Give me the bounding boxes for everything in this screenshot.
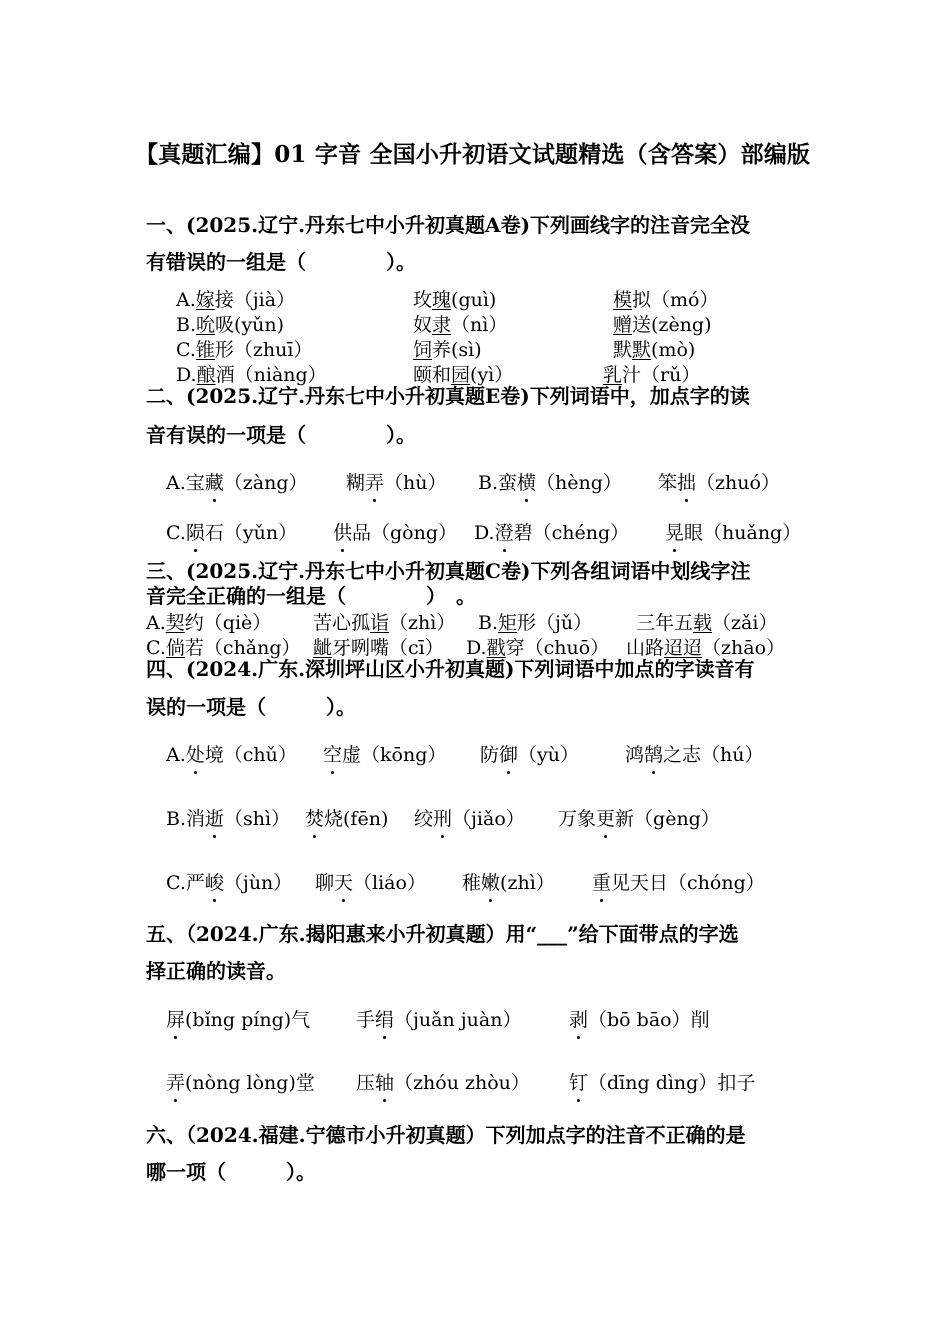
q3-option-a-word2: 苦心孤诣（zhì） — [313, 612, 456, 634]
q1-option-a-word1: A.嫁接（jià） — [176, 289, 296, 311]
underlined-char: 赠 — [613, 314, 633, 336]
underlined-char: 模 — [613, 289, 633, 311]
question-5-stem-line1: 五、（2024.广东.揭阳惠来小升初真题）用“___”给下面带点的字选 — [146, 922, 739, 946]
q2-option-c-word2: 供品（gòng） — [333, 518, 457, 545]
underlined-char: 龇 — [313, 637, 333, 659]
q3-option-b-word1: B.矩形（jǔ） — [478, 612, 593, 634]
q1-option-d-word2: 颐和园(yì） — [413, 364, 514, 386]
q2-option-a-word2: 糊弄（hù） — [346, 468, 447, 495]
dotted-char: 峻 — [205, 868, 224, 895]
dotted-char: 嫩 — [481, 868, 500, 895]
dotted-char: 晃 — [665, 518, 684, 545]
question-1-stem-line1: 一、(2025.辽宁.丹东七中小升初真题A卷)下列画线字的注音完全没 — [146, 213, 751, 237]
underlined-char: 园 — [451, 364, 471, 386]
q4-option-c-word2: 聊天（liáo） — [315, 868, 426, 895]
q5-row2-word2: 压轴（zhóu zhòu） — [356, 1068, 530, 1095]
underlined-char: 瑰 — [432, 289, 452, 311]
q5-row2-word1: 弄(nòng lòng)堂 — [166, 1068, 315, 1095]
underlined-char: 诣 — [370, 612, 390, 634]
q4-option-b-word4: 万象更新（gèng） — [558, 804, 720, 831]
dotted-char: 焚 — [305, 804, 324, 831]
q1-option-a-word3: 模拟（mó） — [613, 289, 719, 311]
dotted-char: 处 — [186, 740, 205, 767]
q4-option-b-word3: 绞刑（jiǎo） — [414, 804, 525, 831]
dotted-char: 供 — [333, 518, 352, 545]
dotted-char: 御 — [499, 740, 518, 767]
underlined-char: 默 — [632, 339, 652, 361]
q3-option-c-word2: 龇牙咧嘴（cī） — [313, 637, 444, 659]
dotted-char: 钉 — [569, 1068, 588, 1095]
underlined-char: 饲 — [413, 339, 433, 361]
question-6-stem-line2: 哪一项（ ）。 — [146, 1160, 316, 1184]
underlined-char: 矩 — [498, 612, 518, 634]
dotted-char: 天 — [334, 868, 353, 895]
q1-option-b-word2: 奴隶（nì） — [413, 314, 508, 336]
q1-option-b-word1: B.吮吸(yǔn) — [176, 314, 285, 336]
dotted-char: 澄 — [495, 518, 514, 545]
dotted-char: 刑 — [433, 804, 452, 831]
q4-option-c-word4: 重见天日（chóng） — [592, 868, 765, 895]
q4-option-a-word2: 空虚（kōng） — [323, 740, 446, 767]
dotted-char: 屏 — [166, 1005, 185, 1032]
q1-option-a-word2: 玫瑰(guì) — [413, 289, 497, 311]
underlined-char: 契 — [165, 612, 185, 634]
dotted-char: 横 — [517, 468, 536, 495]
dotted-char: 轴 — [375, 1068, 394, 1095]
q5-row1-word2: 手绢（juǎn juàn） — [356, 1005, 521, 1032]
q4-option-c-word3: 稚嫩(zhì） — [462, 868, 555, 895]
underlined-char: 载 — [693, 612, 713, 634]
q4-option-a-word1: A.处境（chǔ） — [166, 740, 297, 767]
page-title: 【真题汇编】01 字音 全国小升初语文试题精选（含答案）部编版 — [135, 141, 811, 168]
q3-option-b-word2: 三年五载（zǎi） — [636, 612, 778, 634]
question-5-stem-line2: 择正确的读音。 — [146, 959, 286, 983]
q1-option-d-word1: D.酿酒（niàng） — [176, 364, 327, 386]
dotted-char: 重 — [592, 868, 611, 895]
question-3-stem-line2: 音完全正确的一组是（ ） 。 — [146, 584, 476, 608]
q1-option-d-word3: 乳汁（rǔ） — [603, 364, 701, 386]
q2-option-a-word1: A.宝藏（zàng） — [166, 468, 308, 495]
dotted-char: 弄 — [365, 468, 384, 495]
q3-option-d-word1: D.戳穿（chuō） — [466, 637, 610, 659]
q1-option-c-word1: C.锥形（zhuī） — [176, 339, 313, 361]
q1-option-c-word3: 默默(mò) — [613, 339, 696, 361]
q1-option-c-word2: 饲养(sì) — [413, 339, 482, 361]
dotted-char: 弄 — [166, 1068, 185, 1095]
q3-option-d-word2: 山路迢迢（zhāo） — [626, 637, 786, 659]
q4-option-c-word1: C.严峻（jùn） — [166, 868, 292, 895]
question-3-stem-line1: 三、(2025.辽宁.丹东七中小升初真题C卷)下列各组词语中划线字注 — [146, 559, 751, 583]
question-6-stem-line1: 六、（2024.福建.宁德市小升初真题）下列加点字的注音不正确的是 — [146, 1123, 746, 1147]
underlined-char: 乳 — [603, 364, 623, 386]
q4-option-a-word4: 鸿鹄之志（hú） — [625, 740, 764, 767]
question-4-stem-line1: 四、(2024.广东.深圳坪山区小升初真题)下列词语中加点的字读音有 — [146, 657, 755, 681]
underlined-char: 嫁 — [195, 289, 215, 311]
question-2-stem-line1: 二、(2025.辽宁.丹东七中小升初真题E卷)下列词语中，加点字的读 — [146, 384, 750, 408]
dotted-char: 逝 — [205, 804, 224, 831]
dotted-char: 更 — [596, 804, 615, 831]
q5-row1-word1: 屏(bǐng píng)气 — [166, 1005, 310, 1032]
dotted-char: 空 — [323, 740, 342, 767]
underlined-char: 迢迢 — [664, 637, 703, 659]
q2-option-b-word1: B.蛮横（hèng） — [478, 468, 622, 495]
underlined-char: 吮 — [196, 314, 216, 336]
dotted-char: 藏 — [205, 468, 224, 495]
question-4-stem-line2: 误的一项是（ ）。 — [146, 695, 356, 719]
dotted-char: 陨 — [186, 518, 205, 545]
dotted-char: 绢 — [375, 1005, 394, 1032]
q4-option-b-word2: 焚烧(fēn) — [305, 804, 388, 831]
underlined-char: 倘 — [165, 637, 185, 659]
q3-option-a-word1: A.契约（qiè） — [146, 612, 272, 634]
q2-option-b-word2: 笨拙（zhuó） — [658, 468, 780, 495]
dotted-char: 拙 — [677, 468, 696, 495]
q2-option-d-word2: 晃眼（huǎng） — [665, 518, 801, 545]
underlined-char: 酿 — [196, 364, 216, 386]
question-2-stem-line2: 音有误的一项是（ ）。 — [146, 423, 416, 447]
underlined-char: 隶 — [432, 314, 452, 336]
q5-row1-word3: 剥（bō bāo）削 — [569, 1005, 710, 1032]
q4-option-b-word1: B.消逝（shì） — [166, 804, 290, 831]
question-1-stem-line2: 有错误的一组是（ ）。 — [146, 250, 416, 274]
q2-option-c-word1: C.陨石（yǔn） — [166, 518, 297, 545]
underlined-char: 锥 — [195, 339, 215, 361]
q5-row2-word3: 钉（dīng dìng）扣子 — [569, 1068, 755, 1095]
q1-option-b-word3: 赠送(zèng) — [613, 314, 712, 336]
dotted-char: 剥 — [569, 1005, 588, 1032]
q3-option-c-word1: C.倘若（chǎng） — [146, 637, 301, 659]
q4-option-a-word3: 防御（yù） — [480, 740, 579, 767]
underlined-char: 戳 — [486, 637, 506, 659]
dotted-char: 鹄 — [644, 740, 663, 767]
q2-option-d-word1: D.澄碧（chéng） — [474, 518, 629, 545]
